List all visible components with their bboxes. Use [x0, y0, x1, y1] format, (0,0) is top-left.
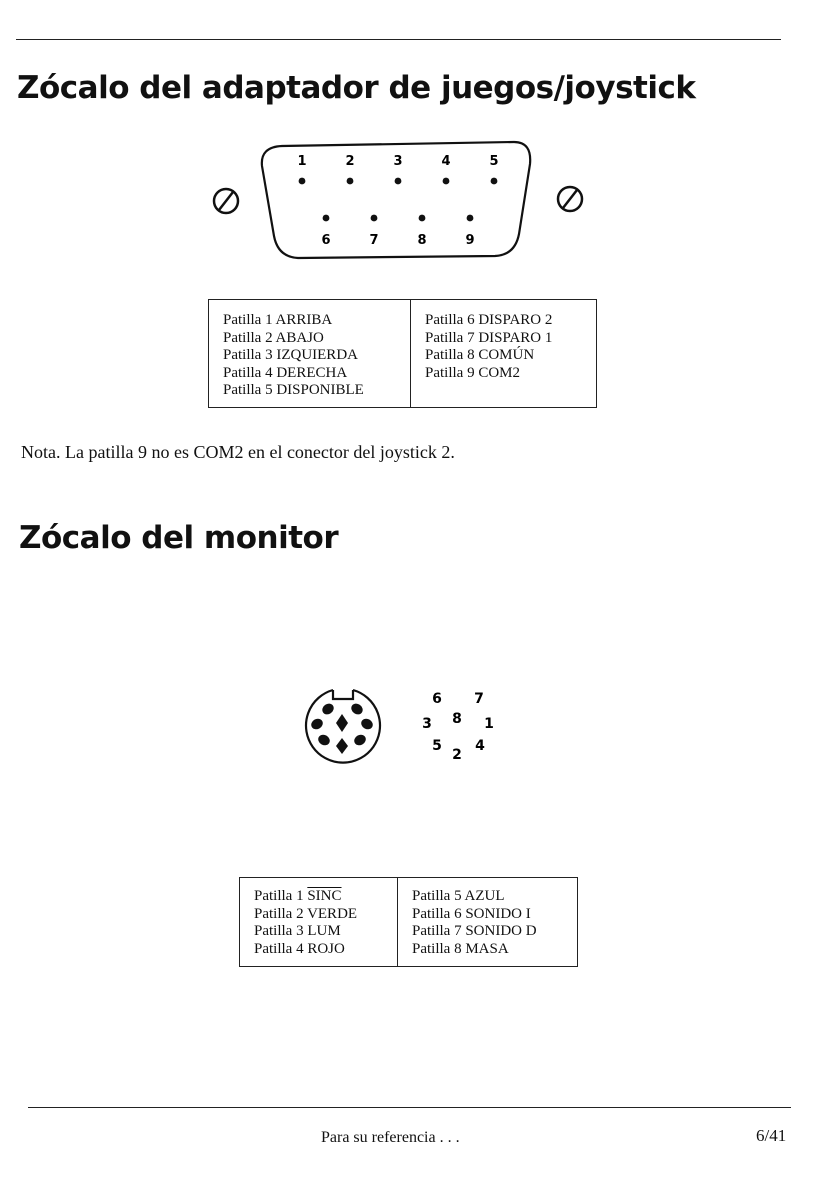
monitor-pin-label: 2: [452, 747, 462, 763]
joystick-pin-label: 6: [321, 233, 331, 248]
joystick-pin-label: 9: [465, 233, 475, 248]
joystick-pin-label: 1: [297, 154, 307, 169]
page-number: 6/41: [756, 1126, 787, 1145]
joystick-pin-label: 5: [489, 154, 499, 169]
joystick-pin: [443, 178, 450, 185]
monitor-pin-label: 3: [422, 716, 432, 732]
joystick-pin: [395, 178, 402, 185]
joystick-note: Nota. La patilla 9 no es COM2 en el conector del joystick 2.: [21, 442, 455, 462]
monitor-pin-table-right-column: [397, 878, 577, 966]
pin-assignment: Patilla 7 SONIDO D: [412, 923, 537, 939]
monitor-pin-label: 4: [475, 738, 485, 754]
joystick-pin-label: 2: [345, 154, 355, 169]
joystick-pin-table: [208, 299, 597, 408]
pin-assignment: Patilla 8 MASA: [412, 940, 509, 957]
pin-assignment: Patilla 5 DISPONIBLE: [223, 382, 364, 398]
joystick-section-title: Zócalo del adaptador de juegos/joystick: [17, 70, 696, 106]
footer-rule: [28, 1107, 791, 1108]
pin-assignment: Patilla 4 DERECHA: [223, 364, 348, 381]
pin-assignment: Patilla 1 SINC: [254, 888, 342, 904]
monitor-pin-label: 5: [432, 738, 442, 754]
joystick-pin: [299, 178, 306, 185]
pin-assignment: Patilla 5 AZUL: [412, 888, 505, 904]
joystick-pin: [419, 215, 426, 222]
left-mounting-screw-icon: [214, 189, 238, 213]
pin-assignment: Patilla 2 ABAJO: [223, 329, 324, 346]
pin-assignment: Patilla 1 ARRIBA: [223, 312, 333, 328]
pin-assignment: Patilla 3 IZQUIERDA: [223, 347, 358, 363]
joystick-pin-label: 4: [441, 154, 451, 169]
joystick-pin-table-left-column: [209, 300, 410, 407]
joystick-pin: [347, 178, 354, 185]
pin-assignment: Patilla 7 DISPARO 1: [425, 329, 553, 346]
joystick-pin-label: 8: [417, 233, 427, 248]
inverted-signal-name: SINC: [307, 888, 342, 904]
monitor-pin-table: [239, 877, 578, 967]
right-mounting-screw-icon: [558, 187, 582, 211]
monitor-pin-table-left-column: [240, 878, 397, 966]
top-rule: [16, 39, 781, 40]
din-socket-icon: [306, 690, 380, 763]
monitor-pin-label: 8: [452, 711, 462, 727]
pin-assignment: Patilla 3 LUM: [254, 923, 341, 939]
joystick-pin: [323, 215, 330, 222]
joystick-pin: [491, 178, 498, 185]
joystick-pin-label: 7: [369, 233, 379, 248]
monitor-pin-label: 6: [432, 691, 442, 707]
monitor-section-title: Zócalo del monitor: [19, 520, 339, 556]
monitor-pin-label: 1: [484, 716, 494, 732]
pin-assignment: Patilla 8 COMÚN: [425, 347, 535, 363]
pin-assignment: Patilla 9 COM2: [425, 364, 521, 381]
pin-assignment: Patilla 6 DISPARO 2: [425, 312, 553, 328]
footer-caption: Para su referencia . . .: [321, 1129, 460, 1146]
joystick-pin-label: 3: [393, 154, 403, 169]
pin-assignment: Patilla 2 VERDE: [254, 905, 358, 922]
joystick-pin: [371, 215, 378, 222]
joystick-pin: [467, 215, 474, 222]
monitor-pin-label: 7: [474, 691, 484, 707]
monitor-connector-diagram: [290, 680, 530, 780]
pin-assignment: Patilla 4 ROJO: [254, 940, 345, 957]
joystick-pin-table-right-column: [410, 300, 596, 407]
pin-assignment: Patilla 6 SONIDO I: [412, 905, 531, 922]
